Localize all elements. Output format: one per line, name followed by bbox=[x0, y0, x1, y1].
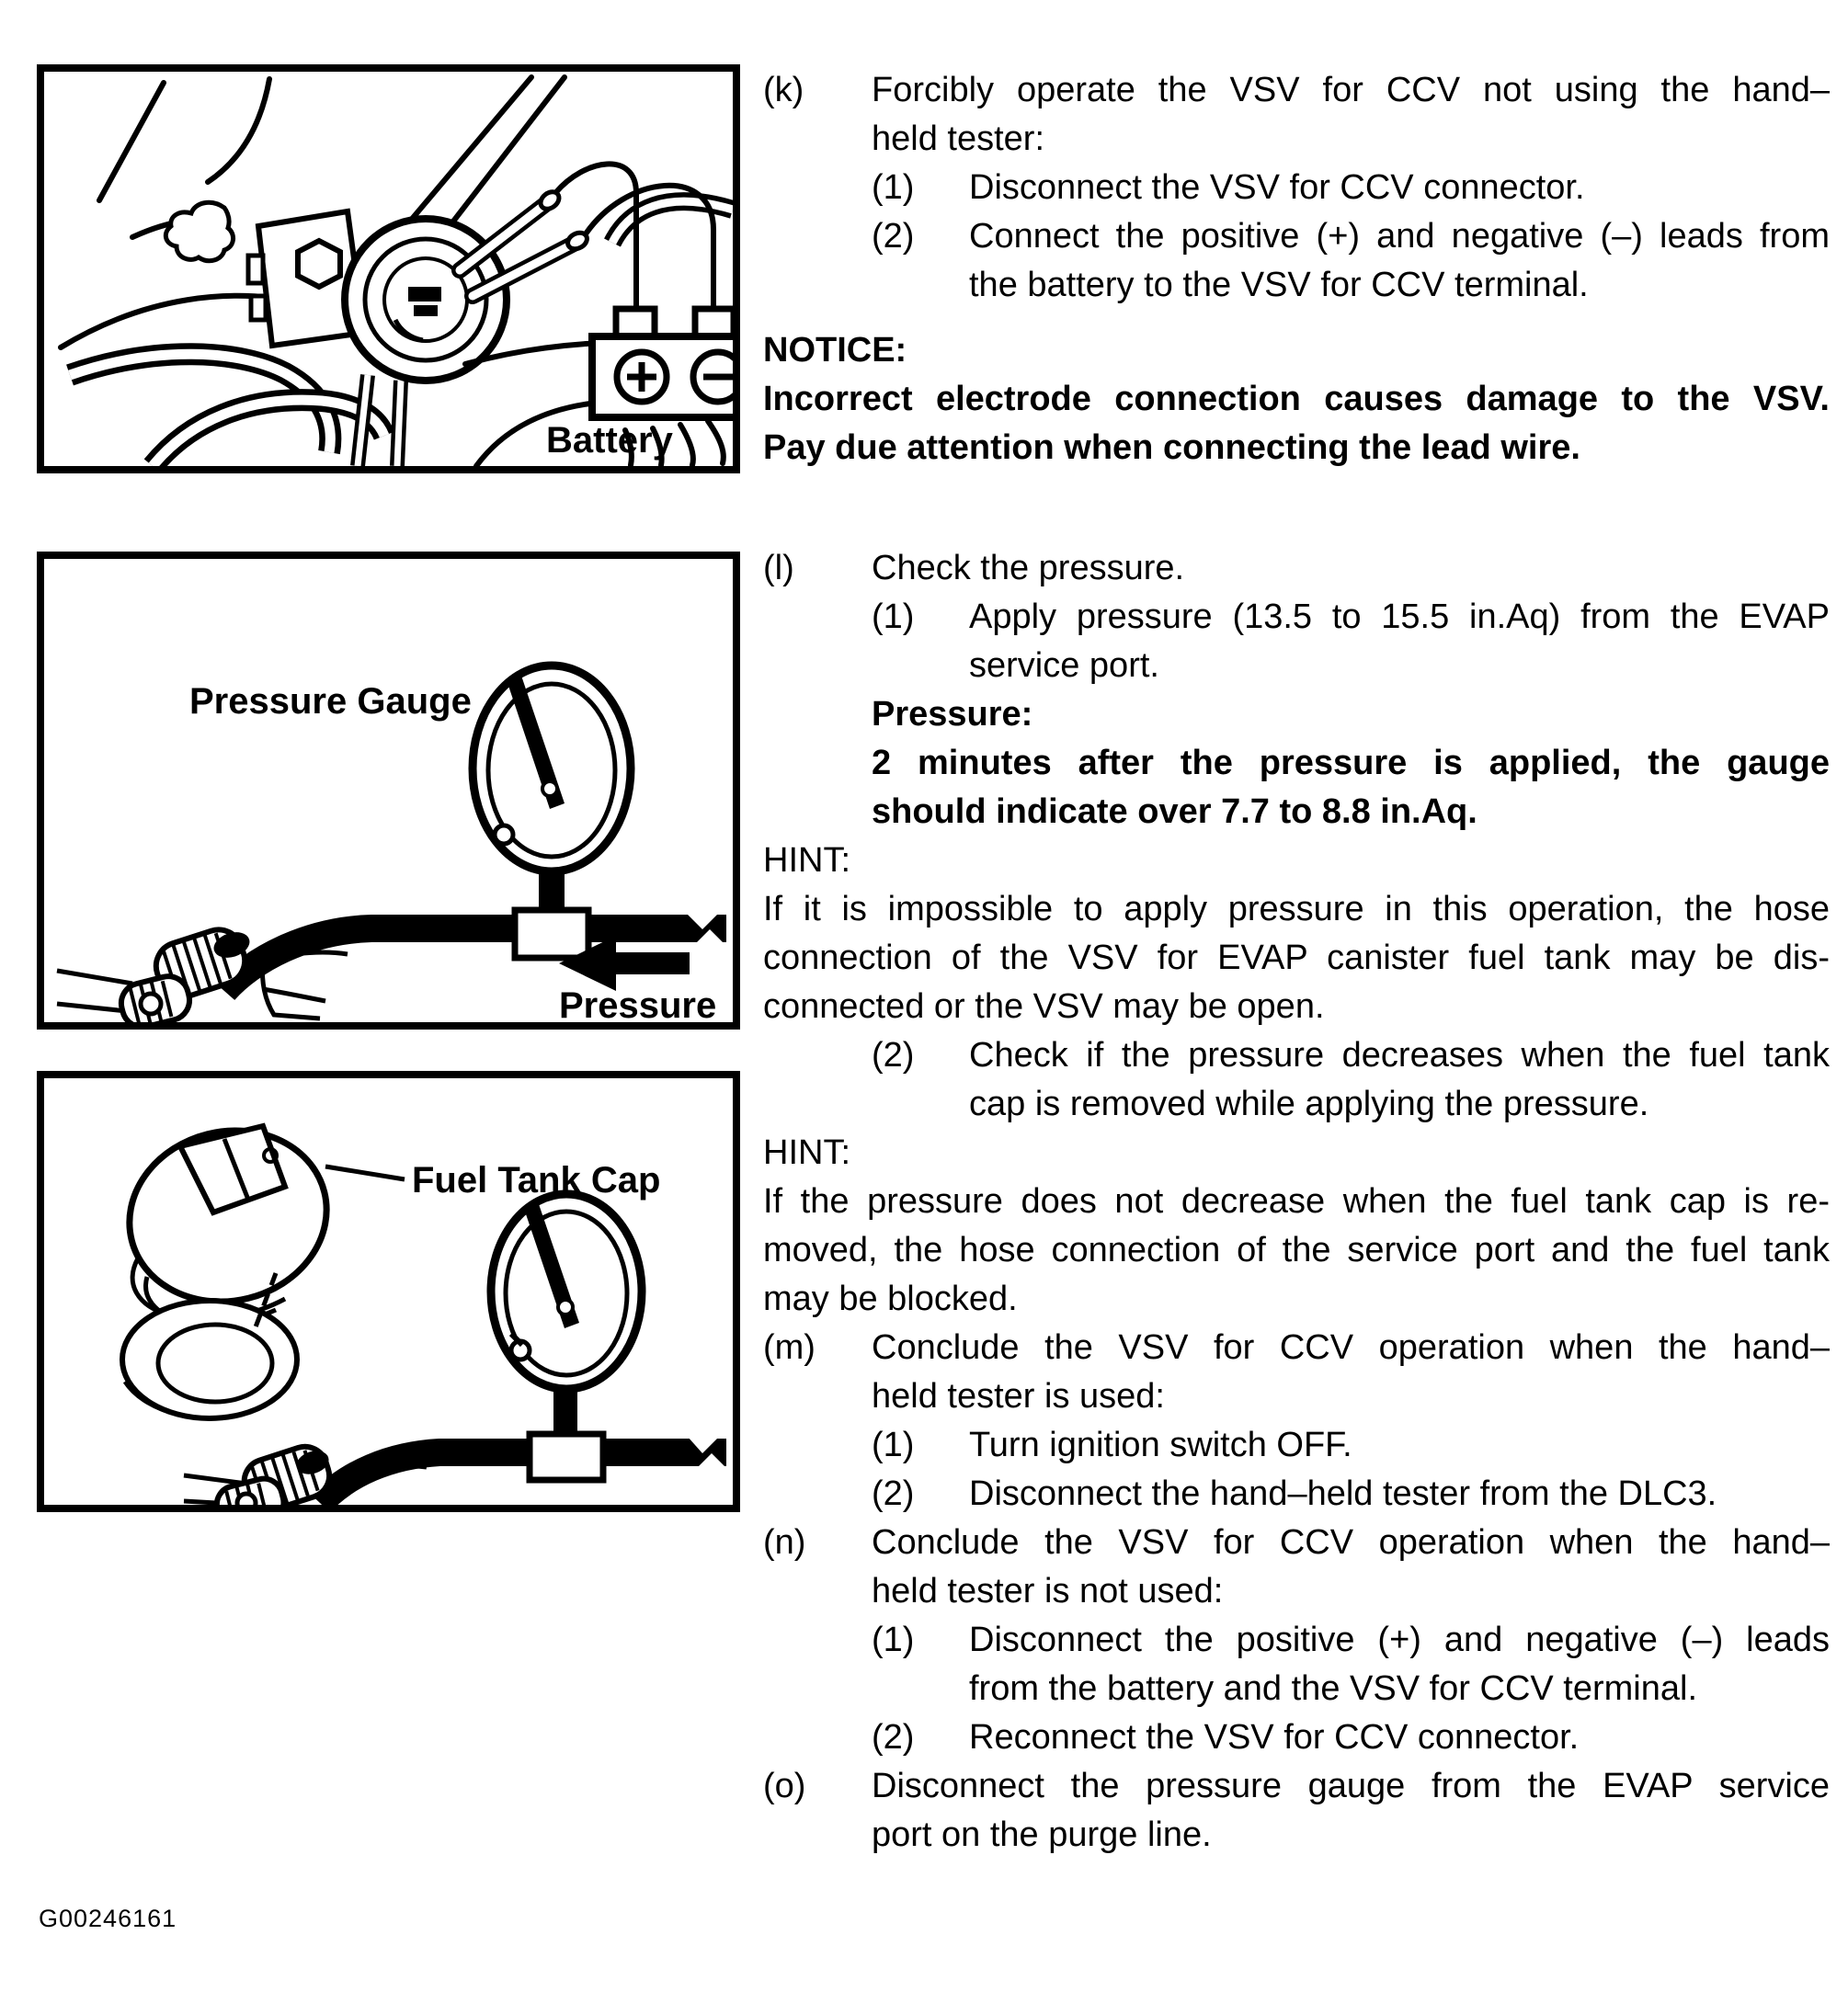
instruction-line: Check the pressure. bbox=[872, 549, 1185, 587]
instruction-line: held tester is not used: bbox=[872, 1572, 1224, 1610]
instruction-line: 2 minutes after the pressure is applied, the gauge bbox=[872, 744, 1830, 782]
instruction-line: moved, the hose connection of the service port and the fuel tank bbox=[763, 1231, 1830, 1269]
instruction-body bbox=[969, 164, 1830, 212]
instruction-block bbox=[763, 1470, 1830, 1519]
instruction-body bbox=[872, 690, 1830, 836]
instruction-line: If it is impossible to apply pressure in this operation, the hose bbox=[763, 890, 1830, 928]
list-marker: (1) bbox=[872, 168, 915, 207]
list-marker: (1) bbox=[872, 597, 915, 636]
instruction-block bbox=[763, 836, 1830, 1031]
gauge-stem bbox=[553, 1389, 577, 1437]
instruction-line: port on the purge line. bbox=[872, 1815, 1212, 1854]
instruction-line: the battery to the VSV for CCV terminal. bbox=[969, 266, 1589, 304]
instruction-block bbox=[763, 1762, 1830, 1860]
vsv-battery-illustration bbox=[44, 72, 733, 466]
pressure-gauge-icon bbox=[473, 666, 631, 871]
instruction-line: Disconnect the VSV for CCV connector. bbox=[969, 168, 1585, 207]
instruction-body bbox=[872, 1324, 1830, 1421]
instruction-body bbox=[969, 1421, 1830, 1470]
instruction-block bbox=[763, 1031, 1830, 1129]
instruction-line: Incorrect electrode connection causes damage to the VSV. bbox=[763, 380, 1830, 418]
list-marker: (2) bbox=[872, 1718, 915, 1757]
hose-connector bbox=[530, 1434, 603, 1480]
instruction-body bbox=[763, 836, 1830, 1031]
instruction-line: Forcibly operate the VSV for CCV not using the hand– bbox=[872, 71, 1830, 109]
instruction-line: Pressure: bbox=[872, 695, 1033, 734]
instruction-line: from the battery and the VSV for CCV terminal. bbox=[969, 1669, 1698, 1708]
instruction-block bbox=[763, 1324, 1830, 1421]
label-leader-line bbox=[325, 1167, 405, 1179]
pressure-gauge-icon bbox=[491, 1194, 642, 1389]
list-marker: (n) bbox=[763, 1523, 806, 1562]
instruction-block bbox=[763, 1713, 1830, 1762]
instruction-block bbox=[763, 1129, 1830, 1324]
instruction-line: cap is removed while applying the pressure. bbox=[969, 1085, 1649, 1123]
list-marker: (2) bbox=[872, 1474, 915, 1513]
instruction-line: Conclude the VSV for CCV operation when the hand– bbox=[872, 1328, 1830, 1367]
figure-code: G00246161 bbox=[39, 1905, 177, 1932]
instruction-body bbox=[872, 544, 1830, 593]
instruction-block bbox=[763, 1519, 1830, 1616]
instruction-line: Apply pressure (13.5 to 15.5 in.Aq) from the EVAP bbox=[969, 597, 1830, 636]
instruction-body bbox=[969, 1616, 1830, 1713]
instruction-line: connected or the VSV may be open. bbox=[763, 987, 1325, 1026]
list-marker: (1) bbox=[872, 1426, 915, 1464]
instruction-line: Disconnect the positive (+) and negative (–) leads bbox=[969, 1621, 1830, 1659]
instruction-line: HINT: bbox=[763, 841, 850, 880]
figure-fuel-tank-cap bbox=[37, 1071, 740, 1512]
instruction-line: NOTICE: bbox=[763, 331, 907, 370]
fuel-tank-cap-label: Fuel Tank Cap bbox=[412, 1160, 661, 1201]
instruction-line: Turn ignition switch OFF. bbox=[969, 1426, 1352, 1464]
instruction-line: Disconnect the hand–held tester from the DLC3. bbox=[969, 1474, 1717, 1513]
instruction-line: Pay due attention when connecting the lead wire. bbox=[763, 428, 1580, 467]
instruction-block bbox=[763, 164, 1830, 212]
fuel-tank-cap-icon bbox=[111, 1110, 345, 1325]
instruction-body bbox=[969, 212, 1830, 310]
instruction-line: service port. bbox=[969, 646, 1159, 685]
hose-connector bbox=[515, 910, 588, 958]
instruction-line: Reconnect the VSV for CCV connector. bbox=[969, 1718, 1580, 1757]
fuel-tank-cap-illustration bbox=[44, 1078, 733, 1505]
instruction-body bbox=[969, 1713, 1830, 1762]
instruction-line: Connect the positive (+) and negative (–) leads from bbox=[969, 217, 1830, 256]
instruction-list bbox=[763, 66, 1830, 1860]
instruction-line: Conclude the VSV for CCV operation when the hand– bbox=[872, 1523, 1830, 1562]
instruction-body bbox=[969, 593, 1830, 690]
list-marker: (m) bbox=[763, 1328, 816, 1367]
battery-label: Battery bbox=[546, 420, 673, 461]
instruction-block bbox=[763, 66, 1830, 164]
list-marker: (k) bbox=[763, 71, 804, 109]
figure-pressure-gauge bbox=[37, 552, 740, 1030]
instruction-block bbox=[763, 326, 1830, 472]
list-marker: (o) bbox=[763, 1767, 806, 1805]
instruction-line: may be blocked. bbox=[763, 1280, 1018, 1318]
instruction-body bbox=[763, 1129, 1830, 1324]
instruction-line: held tester: bbox=[872, 119, 1044, 158]
instruction-line: Disconnect the pressure gauge from the EVAP service bbox=[872, 1767, 1830, 1805]
instruction-body bbox=[969, 1470, 1830, 1519]
instruction-body bbox=[872, 66, 1830, 164]
list-marker: (2) bbox=[872, 217, 915, 256]
instruction-line: Check if the pressure decreases when the fuel tank bbox=[969, 1036, 1830, 1075]
instruction-block bbox=[763, 1421, 1830, 1470]
instruction-block bbox=[763, 593, 1830, 690]
pressure-label: Pressure bbox=[559, 985, 717, 1022]
pressure-gauge-illustration bbox=[44, 559, 733, 1022]
lower-hoses bbox=[70, 354, 401, 466]
instruction-body bbox=[763, 326, 1830, 472]
instruction-body bbox=[969, 1031, 1830, 1129]
instruction-line: held tester is used: bbox=[872, 1377, 1165, 1416]
instruction-block bbox=[763, 690, 1830, 836]
instruction-line: connection of the VSV for EVAP canister fuel tank may be dis- bbox=[763, 939, 1830, 977]
grommet-blob bbox=[165, 202, 233, 260]
instruction-body bbox=[872, 1519, 1830, 1616]
instruction-line: If the pressure does not decrease when the fuel tank cap is re- bbox=[763, 1182, 1830, 1221]
instruction-line: HINT: bbox=[763, 1133, 850, 1172]
list-marker: (l) bbox=[763, 549, 794, 587]
pressure-gauge-label: Pressure Gauge bbox=[189, 681, 472, 722]
list-marker: (1) bbox=[872, 1621, 915, 1659]
instruction-block bbox=[763, 212, 1830, 310]
list-marker: (2) bbox=[872, 1036, 915, 1075]
instruction-body bbox=[872, 1762, 1830, 1860]
instruction-block bbox=[763, 544, 1830, 593]
instruction-line: should indicate over 7.7 to 8.8 in.Aq. bbox=[872, 792, 1477, 831]
battery-symbol bbox=[592, 309, 733, 417]
instruction-block bbox=[763, 1616, 1830, 1713]
figure-vsv-battery bbox=[37, 64, 740, 473]
